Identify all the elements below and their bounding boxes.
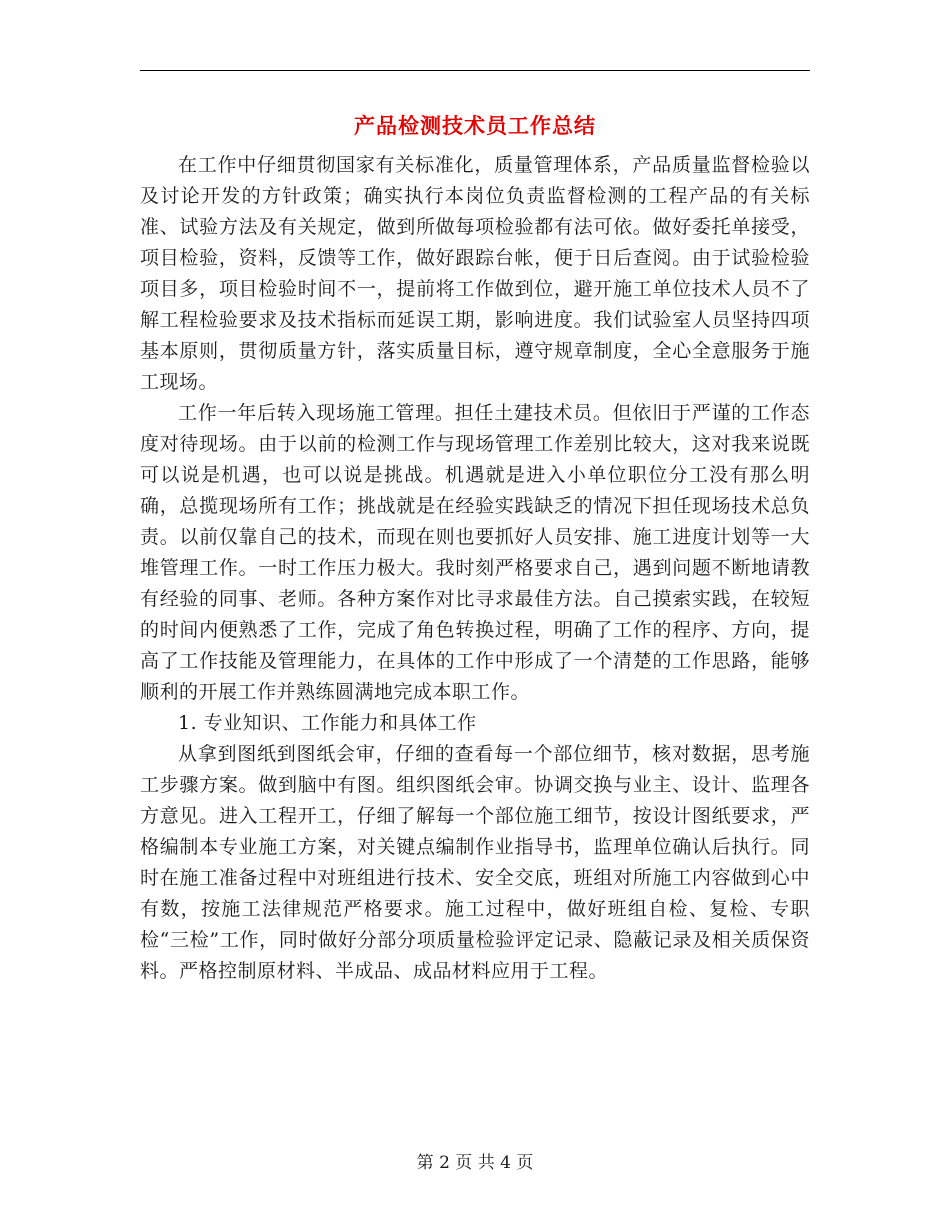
paragraph-site-management: 工作一年后转入现场施工管理。担任土建技术员。但依旧于严谨的工作态度对待现场。由于以前的检测工作与现场管理工作差别比较大，这对我来说既可以说是机遇，也可以说是挑战。机遇就是进入小单位职位分工没有那么明确，总揽现场所有工作；挑战就是在经验实践缺乏的情况下担任现场技术总负责。以前仅靠自己的技术，而现在则也要抓好人员安排、施工进度计划等一大堆管理工作。一时工作压力极大。我时刻严格要求自己，遇到问题不断地请教有经验的同事、老师。各种方案作对比寻求最佳方法。自己摸索实践，在较短的时间内便熟悉了工作，完成了角色转换过程，明确了工作的程序、方向，提高了工作技能及管理能力，在具体的工作中形成了一个清楚的工作思路，能够顺利的开展工作并熟练圆满地完成本职工作。 xyxy=(140,402,810,703)
paragraph-quality-inspection: 在工作中仔细贯彻国家有关标准化，质量管理体系，产品质量监督检验以及讨论开发的方针政策；确实执行本岗位负责监督检测的工程产品的有关标准、试验方法及有关规定，做到所做每项检验都有法可依。做好委托单接受，项目检验，资料，反馈等工作，做好跟踪台帐，便于日后查阅。由于试验检验项目多，项目检验时间不一，提前将工作做到位，避开施工单位技术人员不了解工程检验要求及技术指标而延误工期，影响进度。我们试验室人员坚持四项基本原则，贯彻质量方针，落实质量目标，遵守规章制度，全心全意服务于施工现场。 xyxy=(140,154,810,393)
paragraph-drawings-and-construction: 从拿到图纸到图纸会审，仔细的查看每一个部位细节，核对数据，思考施工步骤方案。做到脑中有图。组织图纸会审。协调交换与业主、设计、监理各方意见。进入工程开工，仔细了解每一个部位施工细节，按设计图纸要求，严格编制本专业施工方案，对关键点编制作业指导书，监理单位确认后执行。同时在施工准备过程中对班组进行技术、安全交底，班组对所施工内容做到心中有数，按施工法律规范严格要求。施工过程中，做好班组自检、复检、专职检“三检”工作，同时做好分部分项质量检验评定记录、隐蔽记录及相关质保资料。严格控制原材料、半成品、成品材料应用于工程。 xyxy=(140,743,810,982)
document-body xyxy=(140,150,810,987)
page-number-footer: 第 2 页 共 4 页 xyxy=(416,1153,534,1173)
document-title: 产品检测技术员工作总结 xyxy=(354,113,596,138)
section-heading-professional-knowledge: 1. 专业知识、工作能力和具体工作 xyxy=(178,712,477,734)
header-rule xyxy=(140,70,810,71)
